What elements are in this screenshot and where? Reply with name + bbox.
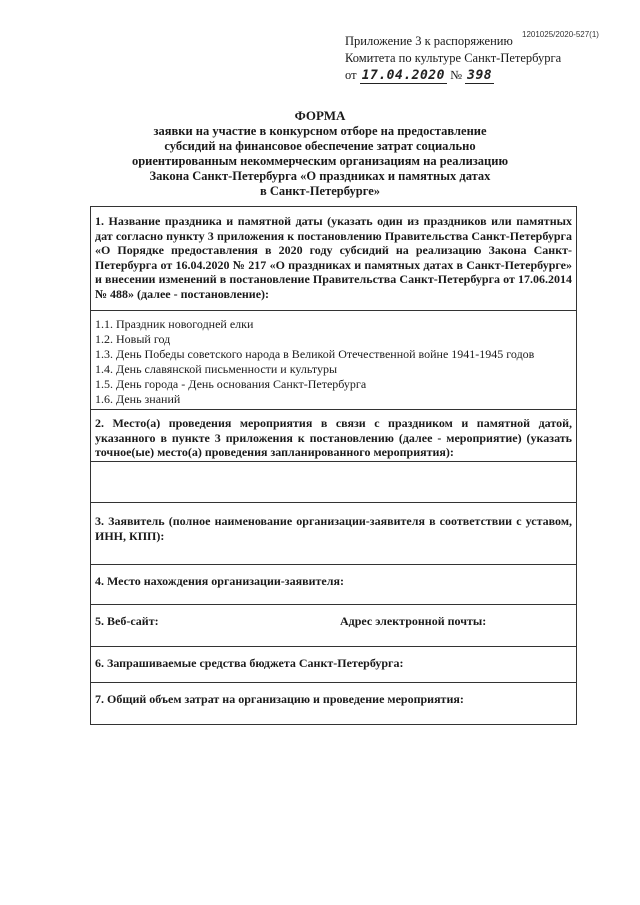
appendix-header — [345, 33, 561, 84]
appendix-date-line — [345, 67, 561, 84]
section-4-heading: 4. Место нахождения организации-заявителя: — [90, 565, 577, 605]
section-6-heading: 6. Запрашиваемые средства бюджета Санкт-Петербурга: — [90, 647, 577, 683]
handwritten-number: 398 — [467, 68, 493, 83]
form-title-line: заявки на участие в конкурсном отборе на предоставление — [153, 124, 487, 138]
number-prefix: № — [450, 68, 463, 82]
appendix-line-1: Приложение 3 к распоряжению — [345, 34, 513, 48]
holiday-item: 1.1. Праздник новогодней елки — [95, 317, 254, 331]
holiday-list — [90, 311, 577, 410]
section-2-answer-field[interactable] — [90, 462, 577, 503]
section-5-website-label: 5. Веб-сайт: — [95, 614, 159, 628]
section-1-heading: 1. Название праздника и памятной даты (указать один из праздников или памятных дат согласно пункту 3 приложения к постановлению Правительства Санкт-Петербурга «О Порядке предоставления в 2020 году субсидий на реализацию Закона Санкт-Петербурга от 16.04.2020 № 217 «О праздниках и памятных датах в Санкт-Петербурге» и внесении изменений в постановление Правительства Санкт-Петербурга от 17.06.2014 № 488» (далее - постановление): — [90, 207, 577, 311]
holiday-item: 1.2. Новый год — [95, 332, 171, 346]
document-id: 1201025/2020-527(1) — [522, 30, 599, 39]
section-5-email-label: Адрес электронной почты: — [340, 614, 487, 628]
holiday-item: 1.5. День города - День основания Санкт-Петербурга — [95, 377, 367, 391]
section-3-heading: 3. Заявитель (полное наименование организации-заявителя в соответствии с уставом, ИНН, КПП): — [90, 503, 577, 565]
holiday-item: 1.3. День Победы советского народа в Великой Отечественной войне 1941-1945 годов — [95, 347, 535, 361]
section-2-heading: 2. Место(а) проведения мероприятия в связи с праздником и памятной датой, указанного в пункте 3 приложения к постановлению (далее - мероприятие) (указать точное(ые) место(а) проведения запланированного мероприятия): — [90, 410, 577, 462]
form-title-line: в Санкт-Петербурге» — [259, 184, 381, 198]
form-heading: ФОРМА — [294, 108, 346, 123]
handwritten-date: 17.04.2020 — [361, 68, 445, 83]
section-7-heading: 7. Общий объем затрат на организацию и проведение мероприятия: — [90, 683, 577, 724]
form-title-line: Закона Санкт-Петербурга «О праздниках и памятных датах — [149, 169, 491, 183]
holiday-item: 1.6. День знаний — [95, 392, 181, 406]
date-prefix: от — [345, 68, 357, 82]
form-title-line: субсидий на финансовое обеспечение затрат социально — [164, 139, 476, 153]
appendix-line-2: Комитета по культуре Санкт-Петербурга — [345, 51, 562, 65]
form-title-line: ориентированным некоммерческим организациям на реализацию — [131, 154, 509, 168]
holiday-item: 1.4. День славянской письменности и культуры — [95, 362, 338, 376]
section-5-row — [90, 605, 577, 647]
form-title — [120, 108, 520, 199]
application-form-table — [90, 206, 577, 725]
